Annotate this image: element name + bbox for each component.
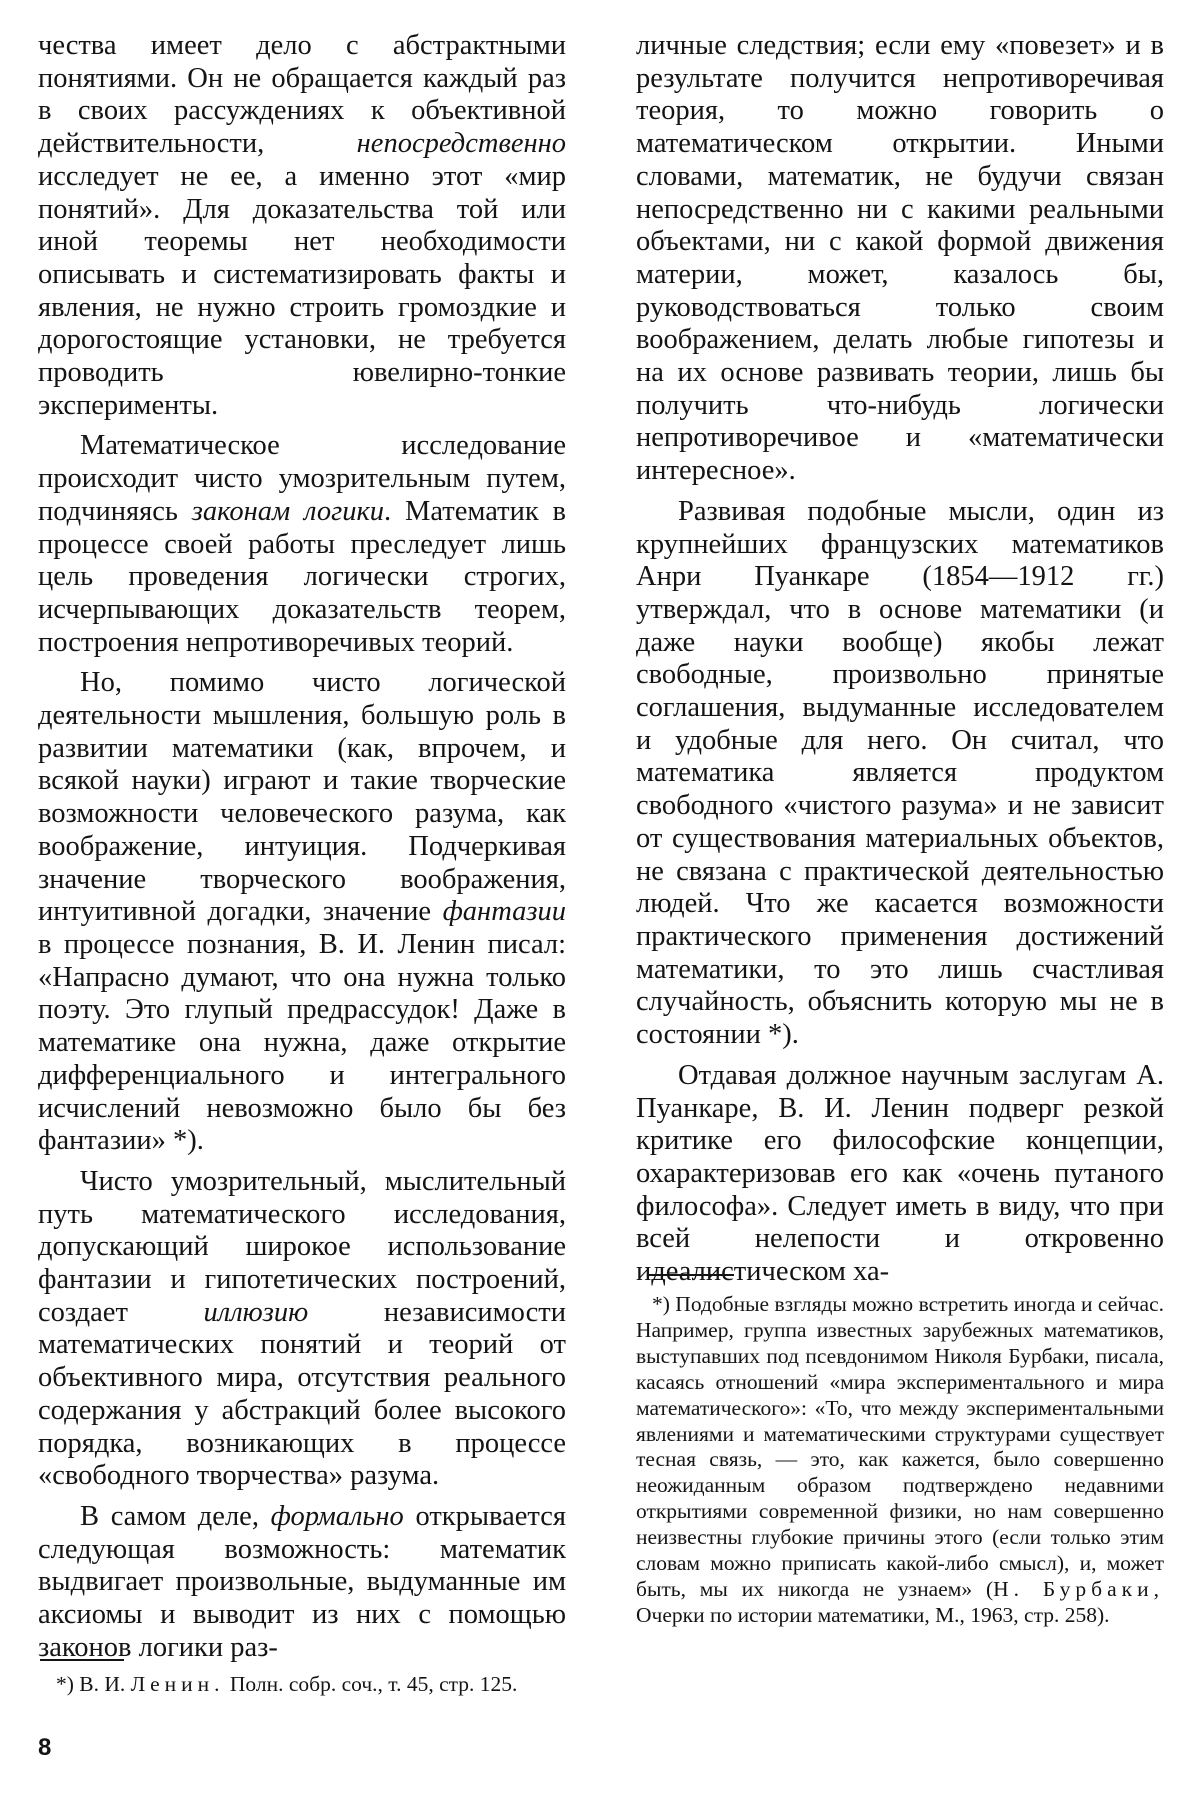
emphasis: иллюзию: [203, 1296, 309, 1328]
paragraph: Развивая подобные мысли, один из крупнейших французских математиков Анри Пуанкаре (1854—1912 гг.) утверждал, что в основе математики (и даже науки вообще) якобы лежат свободные, произвольно принятые соглашения, выдуманные исследователем и удобные для него. Он считал, что математика является продуктом свободного «чистого разума» и не зависит от существования материальных объектов, не связана с практической деятельностью людей. Что же касается возможности практического применения достижений математики, то это лишь счастливая случайность, объяснить которую мы не в состоянии *).: [636, 495, 1164, 1051]
paragraph: чества имеет дело с абстрактными понятиями. Он не обращается каждый раз в своих рассуждениях к объективной действительности, непосредственно исследует не ее, а именно этот «мир понятий». Для доказательства той или иной теоремы нет необходимости описывать и систематизировать факты и явления, не нужно строить громоздкие и дорогостоящие установки, не требуется проводить ювелирно-тонкие эксперименты.: [38, 30, 566, 421]
emphasis: непосредственно: [356, 128, 566, 160]
footnote-divider: [40, 1659, 124, 1661]
emphasis: законам логики: [191, 495, 385, 527]
footnote-author: Н. Бурбаки,: [993, 1576, 1164, 1601]
paragraph: личные следствия; если ему «повезет» и в результате получится непротиворечивая теория, то можно говорить о математическом открытии. Иными словами, математик, не будучи связан непосредственно ни с какими реальными объектами, ни с какой формой движения материи, может, казалось бы, руководствоваться только своим воображением, делать любые гипотезы и на их основе развивать теории, лишь бы получить что-нибудь логически непротиворечивое и «математически интересное».: [636, 30, 1164, 487]
footnote-right: *) Подобные взгляды можно встретить иногда и сейчас. Например, группа известных зарубежных математиков, выступавших под псевдонимом Николя Бурбаки, писала, касаясь отношений «мира экспериментального и мира математического»: «То, что между экспериментальными явлениями и математическими структурами существует тесная связь, — это, как кажется, было совершенно неожиданным образом подтверждено недавними открытиями современной физики, но нам совершенно неизвестны глубокие причины этого (если только этим словам можно приписать какой-либо смысл), и, может быть, мы их никогда не узнаем» (Н. Бурбаки, Очерки по истории математики, М., 1963, стр. 258).: [636, 1292, 1164, 1627]
footnote-left: *) В. И. Ленин. Полн. собр. соч., т. 45, стр. 125.: [56, 1672, 518, 1696]
paragraph: Чисто умозрительный, мыслительный путь математического исследования, допускающий широкое использование фантазии и гипотетических построений, создает иллюзию независимости математических понятий и теорий от объективного мира, отсутствия реального содержания у абстракций более высокого порядка, возникающих в процессе «свободного творчества» разума.: [38, 1165, 566, 1492]
paragraph: Математическое исследование происходит чисто умозрительным путем, подчиняясь законам логики. Математик в процессе своей работы преследует лишь цель проведения логически строгих, исчерпывающих доказательств теорем, построения непротиворечивых теорий.: [38, 430, 566, 658]
emphasis: фантазии: [442, 896, 566, 928]
paragraph: Но, помимо чисто логической деятельности мышления, большую роль в развитии математики (как, впрочем, и всякой науки) играют и такие творческие возможности человеческого разума, как воображение, интуиция. Подчеркивая значение творческого воображения, интуитивной догадки, значение фантазии в процессе познания, В. И. Ленин писал: «Напрасно думают, что она нужна только поэту. Это глупый предрассудок! Даже в математике она нужна, даже открытие дифференциального и интегрального исчислений невозможно было бы без фантазии» *).: [38, 667, 566, 1157]
paragraph: В самом деле, формально открывается следующая возможность: математик выдвигает произвольные, выдуманные им аксиомы и выводит из них с помощью законов логики раз-: [38, 1500, 566, 1663]
footnote-divider: [648, 1274, 734, 1276]
paragraph: Отдавая должное научным заслугам А. Пуанкаре, В. И. Ленин подверг резкой критике его философские концепции, охарактеризовав его как «очень путаного философа». Следует иметь в виду, что при всей нелепости и откровенно идеалистическом ха-: [636, 1059, 1164, 1288]
right-column: [636, 30, 1164, 1289]
page-number: 8: [38, 1734, 52, 1761]
footnote-author: Ленин.: [130, 1672, 225, 1696]
emphasis: формально: [270, 1500, 404, 1532]
left-column: [38, 30, 566, 1664]
